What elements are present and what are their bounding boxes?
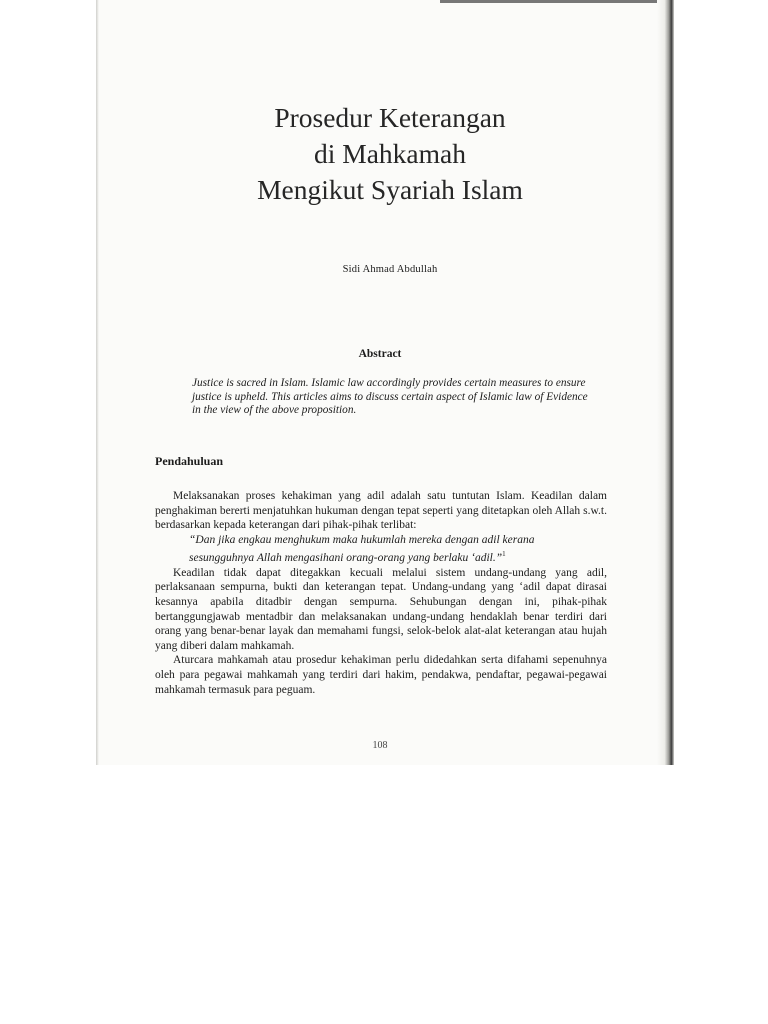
title-line: Prosedur Keterangan (274, 102, 506, 133)
page-left-edge (96, 0, 99, 765)
book-spine-shadow (657, 0, 674, 765)
section-heading: Pendahuluan (155, 454, 224, 468)
body-paragraph: Aturcara mahkamah atau prosedur kehakiman perlu didedahkan serta difahami sepenuhnya oleh para pegawai mahkamah yang terdiri dari hakim, pendakwa, pendaftar, pegawai-pegawai mahkamah termasuk para peguam. (155, 654, 607, 696)
page-top-edge (440, 0, 674, 3)
article-title (150, 100, 630, 208)
quran-quote (155, 533, 607, 566)
footnote-marker: 1 (502, 550, 506, 559)
quote-text: “Dan jika engkau menghukum maka hukumlah mereka dengan adil kerana sesungguhnya Allah mengasihani orang-orang yang berlaku ‘adil.” (189, 533, 535, 565)
page-number: 108 (372, 740, 388, 751)
abstract-text: Justice is sacred in Islam. Islamic law accordingly provides certain measures to ensure justice is upheld. This articles aims to discuss certain aspect of Islamic law of Evidence in the view of the above proposition. (192, 377, 588, 416)
title-line: Mengikut Syariah Islam (257, 174, 523, 205)
article-body (155, 489, 607, 697)
body-paragraph: Melaksanakan proses kehakiman yang adil adalah satu tuntutan Islam. Keadilan dalam penghakiman bererti menjatuhkan hukuman dengan tepat seperti yang ditetapkan oleh Allah s.w.t. berdasarkan kepada keterangan dari pihak-pihak terlibat: (155, 490, 607, 532)
title-line: di Mahkamah (314, 138, 466, 169)
author-name: Sidi Ahmad Abdullah (342, 264, 438, 275)
abstract-heading: Abstract (358, 348, 402, 360)
body-paragraph: Keadilan tidak dapat ditegakkan kecuali melalui sistem undang-undang yang adil, perlaksanaan sempurna, bukti dan keterangan tepat. Undang-undang yang ‘adil dapat dirasai kesannya apabila ditadbir dengan sempurna. Sehubungan dengan ini, pihak-pihak bertanggungjawab mentadbir dan melaksanakan undang-undang hendaklah benar terdiri dari orang yang benar-benar layak dan memahami fungsi, selok-belok alat-alat keterangan atau hujah yang diberi dalam mahkamah. (155, 566, 607, 652)
